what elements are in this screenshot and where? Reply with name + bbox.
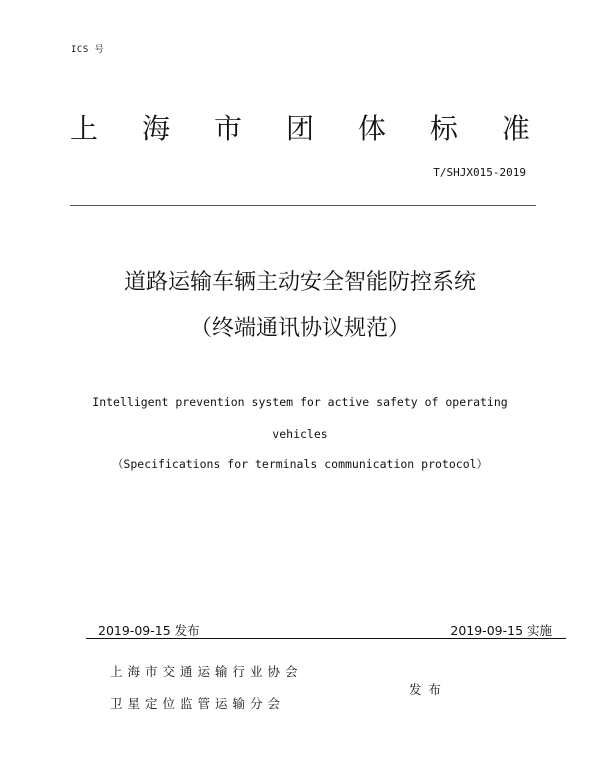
standard-category-title [70,112,530,146]
publish-date: 2019-09-15 发布 [98,623,200,638]
issuer-publish-label: 发布 [409,682,449,697]
document-subtitle-en: （Specifications for terminals communication protocol） [111,457,489,471]
document-title-en-line1: Intelligent prevention system for active safety of operating [92,395,508,409]
issuer-organization-2: 卫星定位监管运输分会 [110,696,286,711]
ics-number-label: ICS 号 [71,45,105,55]
header-divider [70,205,536,206]
implementation-date: 2019-09-15 实施 [450,623,552,638]
issuer-organization-1: 上海市交通运输行业协会 [110,664,303,679]
standard-title-char: 海 [141,112,170,145]
document-subtitle-cn: （终端通讯协议规范） [189,316,410,341]
standard-code: T/SHJX015-2019 [433,166,526,179]
document-title-en-line2: vehicles [272,427,328,441]
standard-title-char: 体 [357,112,386,145]
footer-divider [86,638,566,639]
standard-title-char: 标 [429,112,458,145]
standard-title-char: 团 [285,112,314,145]
standard-title-char: 市 [213,112,242,145]
standard-title-char: 上 [70,112,99,145]
standard-title-char: 准 [501,112,530,145]
document-title-cn: 道路运输车辆主动安全智能防控系统 [123,270,476,295]
